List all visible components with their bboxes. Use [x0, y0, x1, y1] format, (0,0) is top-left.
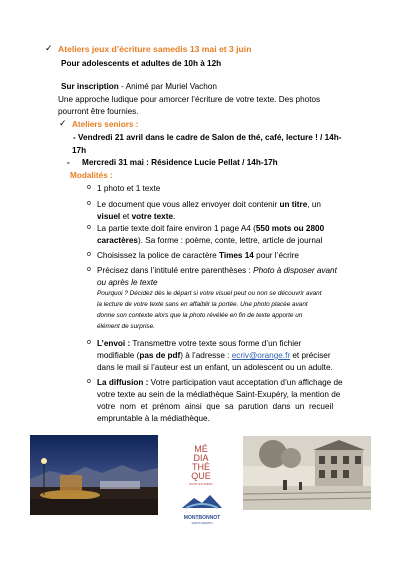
modalite-7-line-4: empruntable à la médiathèque.	[97, 414, 210, 423]
mediatheque-logo	[183, 445, 219, 486]
text: et	[120, 212, 132, 221]
text: Votre participation vaut acceptation d’un affichage de	[148, 378, 343, 387]
text: Le document que vous allez envoyer doit contenir	[97, 200, 280, 209]
modalite-5-note-2: la lecture de votre texte sans en affaiblir la portée. Une photo placée avant	[97, 301, 308, 308]
bullet-icon: o	[87, 184, 91, 191]
workshop-title: Ateliers jeux d’écriture samedis 13 mai et 3 juin	[58, 44, 252, 54]
modalite-6-line-1	[97, 338, 301, 349]
seniors-item-2: Mercredi 31 mai : Résidence Lucie Pellat / 14h-17h	[82, 158, 278, 167]
logo-line: QUE	[191, 471, 211, 481]
text-bold: La diffusion :	[97, 378, 149, 387]
seniors-item-2-dash: -	[67, 158, 70, 167]
night-scene-photo	[30, 435, 158, 515]
text: Précisez dans l’intitulé entre parenthèses :	[97, 266, 254, 275]
text: modifiable (	[97, 351, 140, 360]
text: ) à l’adresse :	[180, 351, 232, 360]
seniors-item-1a: - Vendredi 21 avril dans le cadre de Salon de thé, café, lecture ! / 14h-	[73, 133, 342, 142]
modalite-5-note-4: élément de surprise.	[97, 323, 155, 330]
text: ). Sa forme : poème, conte, lettre, article de journal	[137, 236, 323, 245]
text: La partie texte doit faire environ 1 page A4 (	[97, 224, 256, 233]
text-bold: Times 14	[218, 251, 254, 260]
bullet-icon: o	[87, 339, 91, 346]
bullet-icon: o	[87, 200, 91, 207]
modalite-5-note-3: donne son contexte alors que la photo révélée en fin de texte apporte un	[97, 312, 303, 319]
modalite-2-line-1	[97, 199, 321, 210]
text: Choisissez la police de caractère	[97, 251, 219, 260]
bullet-icon: o	[87, 251, 91, 258]
modalite-5-line-2: ou après le texte	[97, 278, 158, 287]
inscription-rest: - Animé par Muriel Vachon	[118, 82, 217, 91]
montbonnot-emblem	[178, 492, 226, 510]
modalite-5-note-1: Pourquoi ? Décidez dès le départ si votre visuel peut ou non se découvrir avant	[97, 290, 322, 297]
logo-line: THÈ	[192, 462, 210, 472]
text-bold: visuel	[97, 212, 121, 221]
modalite-3-line-2	[97, 235, 322, 246]
logo-line: DIA	[193, 453, 209, 463]
modalite-5-line-1	[97, 265, 337, 276]
check-icon: ✓	[45, 43, 53, 53]
modalite-7-line-3: votre nom et prénom ainsi que sa parution dans un recueil	[97, 402, 334, 411]
modalite-4	[97, 250, 299, 261]
old-postcard-photo	[243, 436, 371, 510]
workshop-subtitle: Pour adolescents et adultes de 10h à 12h	[61, 59, 222, 68]
inscription-desc-1: Une approche ludique pour amorcer l’écriture de votre texte. Des photos	[58, 95, 321, 104]
seniors-item-1b: 17h	[72, 146, 87, 155]
modalite-2-line-2	[97, 211, 175, 222]
email-link[interactable]: ecriv@orange.fr	[231, 351, 291, 360]
text-bold: un titre	[279, 200, 308, 209]
check-icon: ✓	[59, 118, 67, 128]
text-bold: L’envoi :	[97, 339, 131, 348]
modalite-6-line-2	[97, 350, 331, 361]
text: .	[173, 212, 176, 221]
montbonnot-name: MONTBONNOT	[183, 515, 221, 521]
inscription-label: Sur inscription	[61, 82, 119, 91]
text-bold: caractères	[97, 236, 138, 245]
logo-line: MÉ	[194, 444, 208, 454]
modalite-1: 1 photo et 1 texte	[97, 184, 161, 193]
modalite-6-line-3: dans le mail si l’auteur est un enfant, un adolescent ou un adulte.	[97, 363, 333, 372]
text: et préciser	[290, 351, 331, 360]
text: , un	[307, 200, 321, 209]
modalite-7-line-2: votre texte au sein de la médiathèque Saint-Exupéry, la mention de	[97, 390, 341, 399]
text-bold: 550 mots ou 2800	[255, 224, 325, 233]
inscription-desc-2: pourront être fournies.	[58, 107, 139, 116]
text-bold: pas de pdf	[139, 351, 181, 360]
text-bold: votre texte	[131, 212, 174, 221]
inscription-line	[61, 81, 217, 92]
seniors-title: Ateliers seniors :	[72, 120, 139, 129]
montbonnot-logo	[178, 492, 226, 525]
modalites-title: Modalités :	[70, 171, 113, 180]
bullet-icon: o	[87, 224, 91, 231]
bullet-icon: o	[87, 266, 91, 273]
modalite-7-line-1	[97, 377, 343, 388]
montbonnot-sub: SAINT-MARTIN	[191, 521, 213, 525]
text-italic: Photo à disposer avant	[253, 266, 337, 275]
modalite-3-line-1	[97, 223, 324, 234]
text: pour l’écrire	[253, 251, 299, 260]
bullet-icon: o	[87, 378, 91, 385]
logo-sub: SAINT-EXUPÉRY	[189, 482, 213, 486]
text: Transmettre votre texte sous forme d’un fichier	[130, 339, 302, 348]
